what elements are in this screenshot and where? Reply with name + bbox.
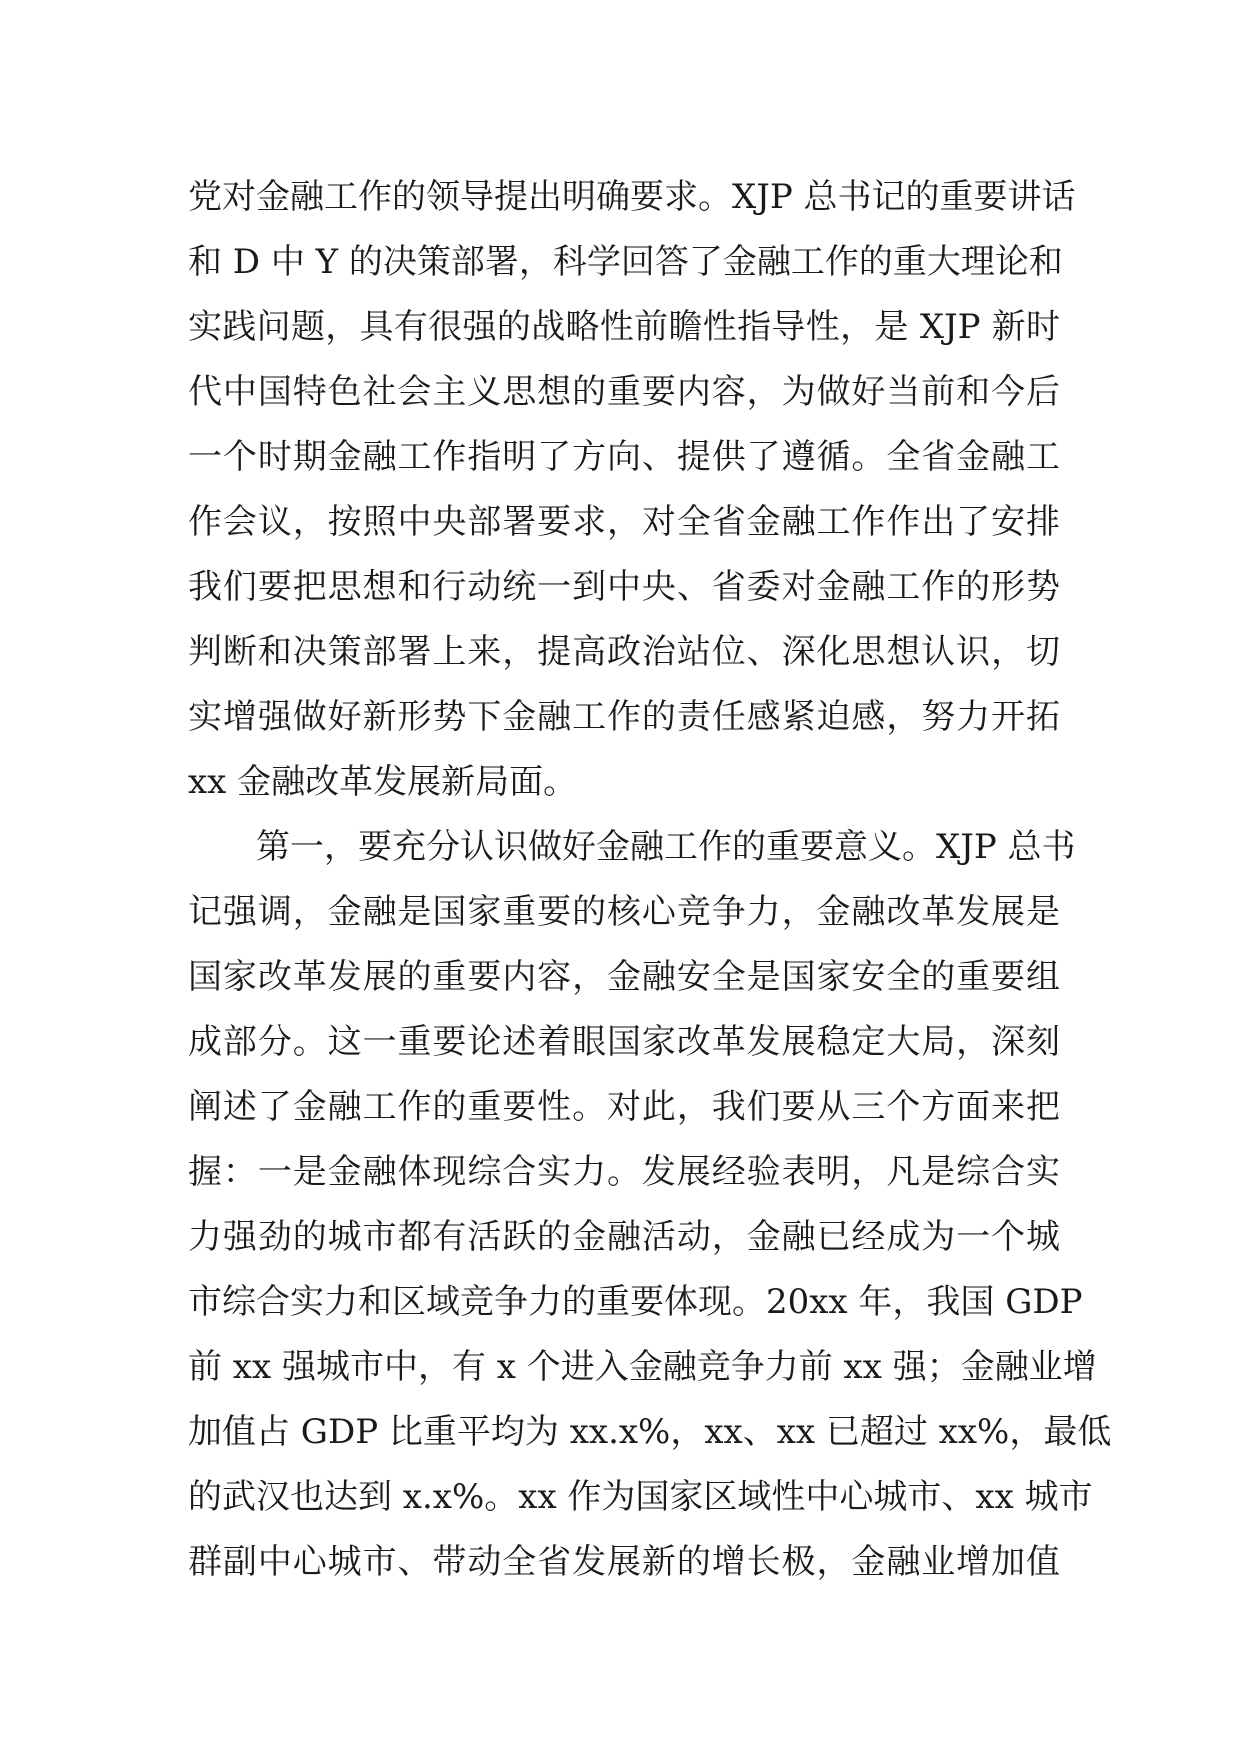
text-line: 的武汉也达到 x.x%。xx 作为国家区域性中心城市、xx 城市 <box>188 1477 1093 1517</box>
paragraph-1 <box>188 165 1076 815</box>
text-line: 前 xx 强城市中，有 x 个进入金融竞争力前 xx 强；金融业增 <box>188 1347 1097 1387</box>
text-line: 市综合实力和区域竞争力的重要体现。20xx 年，我国 GDP <box>188 1282 1083 1322</box>
text-line: 记强调，金融是国家重要的核心竞争力，金融改革发展是 <box>188 892 1060 932</box>
text-line: 国家改革发展的重要内容，金融安全是国家安全的重要组 <box>188 957 1060 997</box>
body-text <box>188 165 1112 1595</box>
text-line: 群副中心城市、带动全省发展新的增长极，金融业增加值 <box>188 1542 1060 1582</box>
text-line: 作会议，按照中央部署要求，对全省金融工作作出了安排 <box>188 502 1060 542</box>
text-line: 成部分。这一重要论述着眼国家改革发展稳定大局，深刻 <box>188 1022 1060 1062</box>
text-line: 实践问题，具有很强的战略性前瞻性指导性，是 XJP 新时 <box>188 307 1060 347</box>
text-line: 实增强做好新形势下金融工作的责任感紧迫感，努力开拓 <box>188 697 1060 737</box>
text-line: 第一，要充分认识做好金融工作的重要意义。XJP 总书 <box>256 827 1076 867</box>
text-line: 力强劲的城市都有活跃的金融活动，金融已经成为一个城 <box>188 1217 1060 1257</box>
text-line: xx 金融改革发展新局面。 <box>188 762 578 802</box>
text-line: 加值占 GDP 比重平均为 xx.x%，xx、xx 已超过 xx%，最低 <box>188 1412 1112 1452</box>
text-line: 握：一是金融体现综合实力。发展经验表明，凡是综合实 <box>188 1152 1060 1192</box>
text-line: 阐述了金融工作的重要性。对此，我们要从三个方面来把 <box>188 1087 1060 1127</box>
text-line: 我们要把思想和行动统一到中央、省委对金融工作的形势 <box>188 567 1060 607</box>
text-line: 代中国特色社会主义思想的重要内容，为做好当前和今后 <box>188 372 1060 412</box>
paragraph-2 <box>188 815 1112 1595</box>
text-line: 判断和决策部署上来，提高政治站位、深化思想认识，切 <box>188 632 1060 672</box>
text-line: 党对金融工作的领导提出明确要求。XJP 总书记的重要讲话 <box>188 177 1076 217</box>
text-line: 和 D 中 Y 的决策部署，科学回答了金融工作的重大理论和 <box>188 242 1063 282</box>
text-line: 一个时期金融工作指明了方向、提供了遵循。全省金融工 <box>188 437 1060 477</box>
